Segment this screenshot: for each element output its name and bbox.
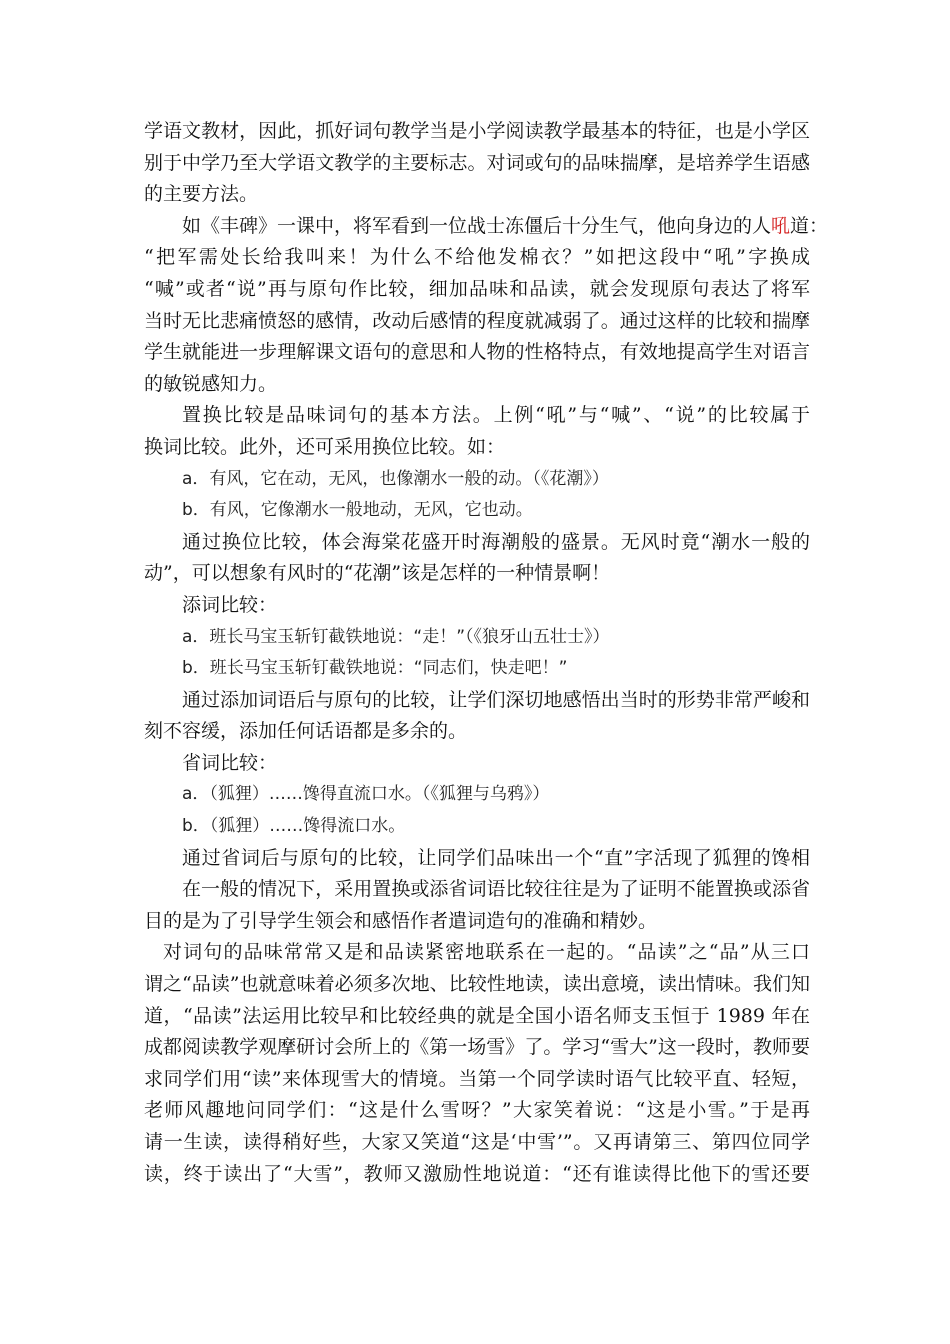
text-line: 对词句的品味常常又是和品读紧密地联系在一起的。“品读”之“品”从三口	[163, 941, 810, 964]
text-line: “把军需处长给我叫来！为什么不给他发棉衣？”如把这段中“吼”字换成	[144, 246, 810, 269]
text-line: 目的是为了引导学生领会和感悟作者遣词造句的准确和精妙。	[144, 909, 658, 932]
text-line: 通过换位比较，体会海棠花盛开时海潮般的盛景。无风时竟“潮水一般的	[182, 530, 810, 553]
text-line: 成都阅读教学观摩研讨会所上的《第一场雪》了。学习“雪大”这一段时，教师要	[144, 1036, 810, 1059]
text-line: 在一般的情况下，采用置换或添省词语比较往往是为了证明不能置换或添省	[182, 878, 810, 901]
text-line: 道，“品读”法运用比较早和比较经典的就是全国小语名师支玉恒于 1989 年在	[144, 1004, 810, 1027]
document-page	[144, 116, 829, 1190]
text-line: 当时无比悲痛愤怒的感情，改动后感情的程度就减弱了。通过这样的比较和揣摩	[144, 309, 810, 332]
text-line: 请一生读，读得稍好些，大家又笑道“这是‘中雪’”。又再请第三、第四位同学	[144, 1131, 810, 1153]
example-sentence: a．班长马宝玉斩钉截铁地说：“走！”（《狼牙山五壮士》）	[182, 626, 610, 647]
text-line: 刻不容缓，添加任何话语都是多余的。	[144, 720, 468, 743]
text-line	[144, 211, 829, 243]
example-sentence: b．（狐狸）……馋得流口水。	[182, 816, 406, 837]
text-line: 学生就能进一步理解课文语句的意思和人物的性格特点，有效地提高学生对语言	[144, 341, 810, 364]
example-sentence: b．班长马宝玉斩钉截铁地说：“同志们，快走吧！”	[182, 658, 568, 679]
text-segment: 如《丰碑》一课中，将军看到一位战士冻僵后十分生气，他向身边的人	[182, 214, 772, 237]
text-line: 老师风趣地问同学们：“这是什么雪呀？”大家笑着说：“这是小雪。”于是再	[144, 1099, 810, 1122]
text-line: 学语文教材，因此，抓好词句教学当是小学阅读教学最基本的特征，也是小学区	[144, 120, 810, 142]
text-line: 的主要方法。	[144, 183, 259, 206]
text-line: 通过省词后与原句的比较，让同学们品味出一个“直”字活现了狐狸的馋相	[182, 846, 810, 869]
example-sentence: a．（狐狸）……馋得直流口水。（《狐狸与乌鸦》）	[182, 784, 550, 805]
text-line: 通过添加词语后与原句的比较，让学们深切地感悟出当时的形势非常严峻和	[182, 688, 810, 711]
text-line: 添词比较：	[182, 593, 278, 616]
text-line: 换词比较。此外，还可采用换位比较。如：	[144, 435, 506, 458]
text-line: 省词比较：	[182, 751, 278, 774]
text-line: 动”，可以想象有风时的“花潮”该是怎样的一种情景啊！	[144, 562, 611, 585]
example-sentence: b．有风，它像潮水一般地动，无风，它也动。	[182, 500, 533, 521]
highlighted-character: 吼	[771, 214, 791, 237]
text-line: 谓之“品读”也就意味着必须多次地、比较性地读，读出意境，读出情味。我们知	[144, 973, 810, 996]
text-line: 别于中学乃至大学语文教学的主要标志。对词或句的品味揣摩，是培养学生语感	[144, 151, 810, 174]
text-line: 置换比较是品味词句的基本方法。上例“吼”与“喊”、“说”的比较属于	[182, 404, 810, 427]
text-line: 读，终于读出了“大雪”，教师又激励性地说道：“还有谁读得比他下的雪还要	[144, 1162, 810, 1185]
text-segment: 道：	[790, 214, 829, 237]
text-line: 的敏锐感知力。	[144, 372, 278, 395]
example-sentence: a．有风，它在动，无风，也像潮水一般的动。（《花潮》）	[182, 468, 609, 489]
text-line: 求同学们用“读”来体现雪大的情境。当第一个同学读时语气比较平直、轻短，	[144, 1067, 810, 1090]
text-line: “喊”或者“说”再与原句作比较，细加品味和品读，就会发现原句表达了将军	[144, 277, 810, 300]
